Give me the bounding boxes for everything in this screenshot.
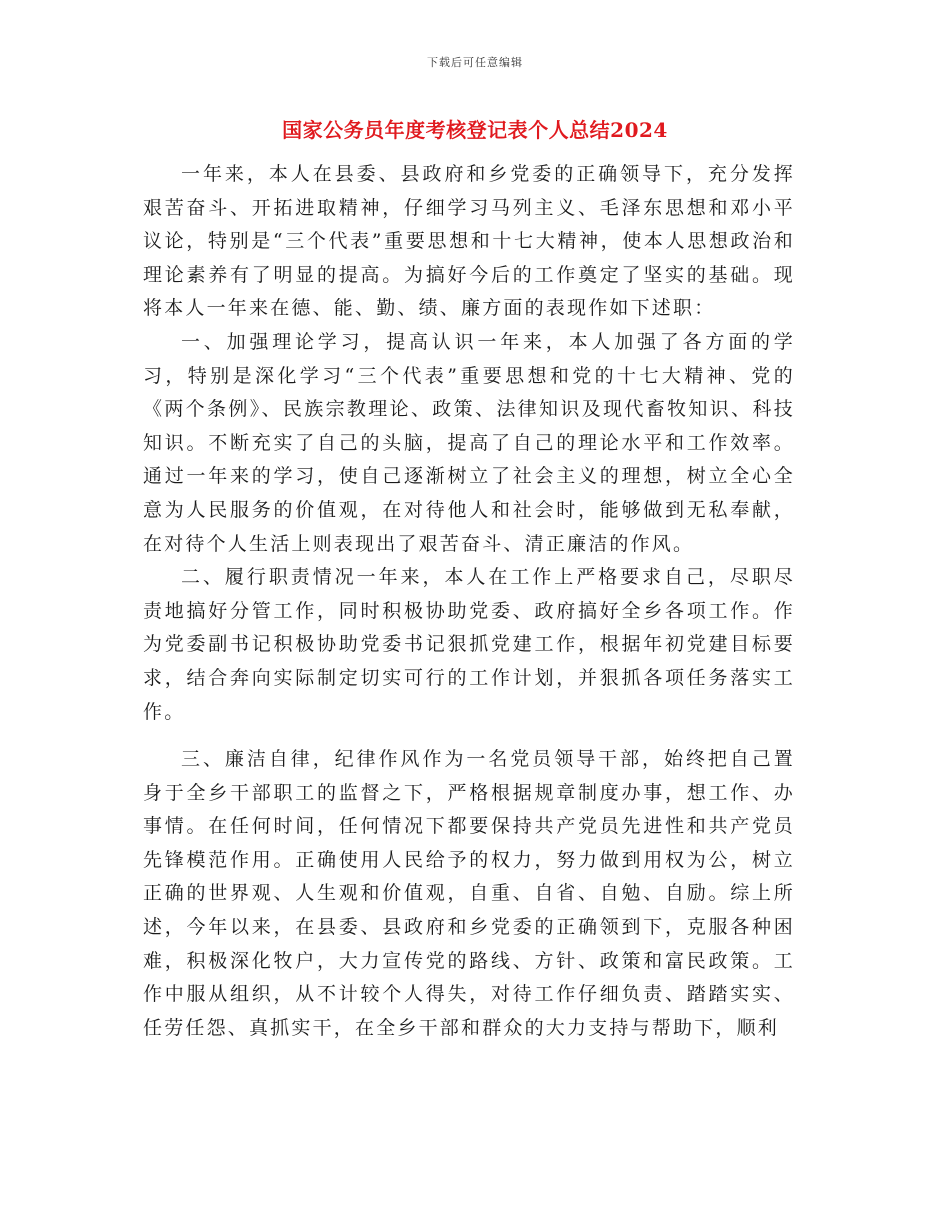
- document-title: 国家公务员年度考核登记表个人总结2024: [282, 118, 668, 142]
- paragraph-integrity: 三、廉洁自律，纪律作风作为一名党员领导干部，始终把自己置身于全乡干部职工的监督之下，严格根据规章制度办事，想工作、办事情。在任何时间，任何情况下都要保持共产党员先进性和共产党员先锋模范作用。正确使用人民给予的权力，努力做到用权为公，树立正确的世界观、人生观和价值观，自重、自省、自勉、自励。综上所述，今年以来，在县委、县政府和乡党委的正确领到下，克服各种困难，积极深化牧户，大力宣传党的路线、方针、政策和富民政策。工作中服从组织，从不计较个人得失，对待工作仔细负责、踏踏实实、任劳任怨、真抓实干，在全乡干部和群众的大力支持与帮助下，顺利: [143, 748, 795, 1039]
- paragraph-theory-study: 一、加强理论学习，提高认识一年来，本人加强了各方面的学习，特别是深化学习“三个代表”重要思想和党的十七大精神、党的《两个条例》、民族宗教理论、政策、法律知识及现代畜牧知识、科技知识。不断充实了自己的头脑，提高了自己的理论水平和工作效率。通过一年来的学习，使自己逐渐树立了社会主义的理想，树立全心全意为人民服务的价值观，在对待他人和社会时，能够做到无私奉献，在对待个人生活上则表现出了艰苦奋斗、清正廉洁的作风。: [143, 330, 795, 555]
- document-body: [143, 158, 795, 1045]
- paragraph-duties: 二、履行职责情况一年来，本人在工作上严格要求自己，尽职尽责地搞好分管工作，同时积极协助党委、政府搞好全乡各项工作。作为党委副书记积极协助党委书记狠抓党建工作，根据年初党建目标要求，结合奔向实际制定切实可行的工作计划，并狠抓各项任务落实工作。: [143, 566, 795, 723]
- paragraph-intro: 一年来，本人在县委、县政府和乡党委的正确领导下，充分发挥艰苦奋斗、开拓进取精神，仔细学习马列主义、毛泽东思想和邓小平议论，特别是“三个代表”重要思想和十七大精神，使本人思想政治和理论素养有了明显的提高。为搞好今后的工作奠定了坚实的基础。现将本人一年来在德、能、勤、绩、廉方面的表现作如下述职：: [143, 163, 795, 320]
- header-note: 下载后可任意编辑: [427, 56, 523, 69]
